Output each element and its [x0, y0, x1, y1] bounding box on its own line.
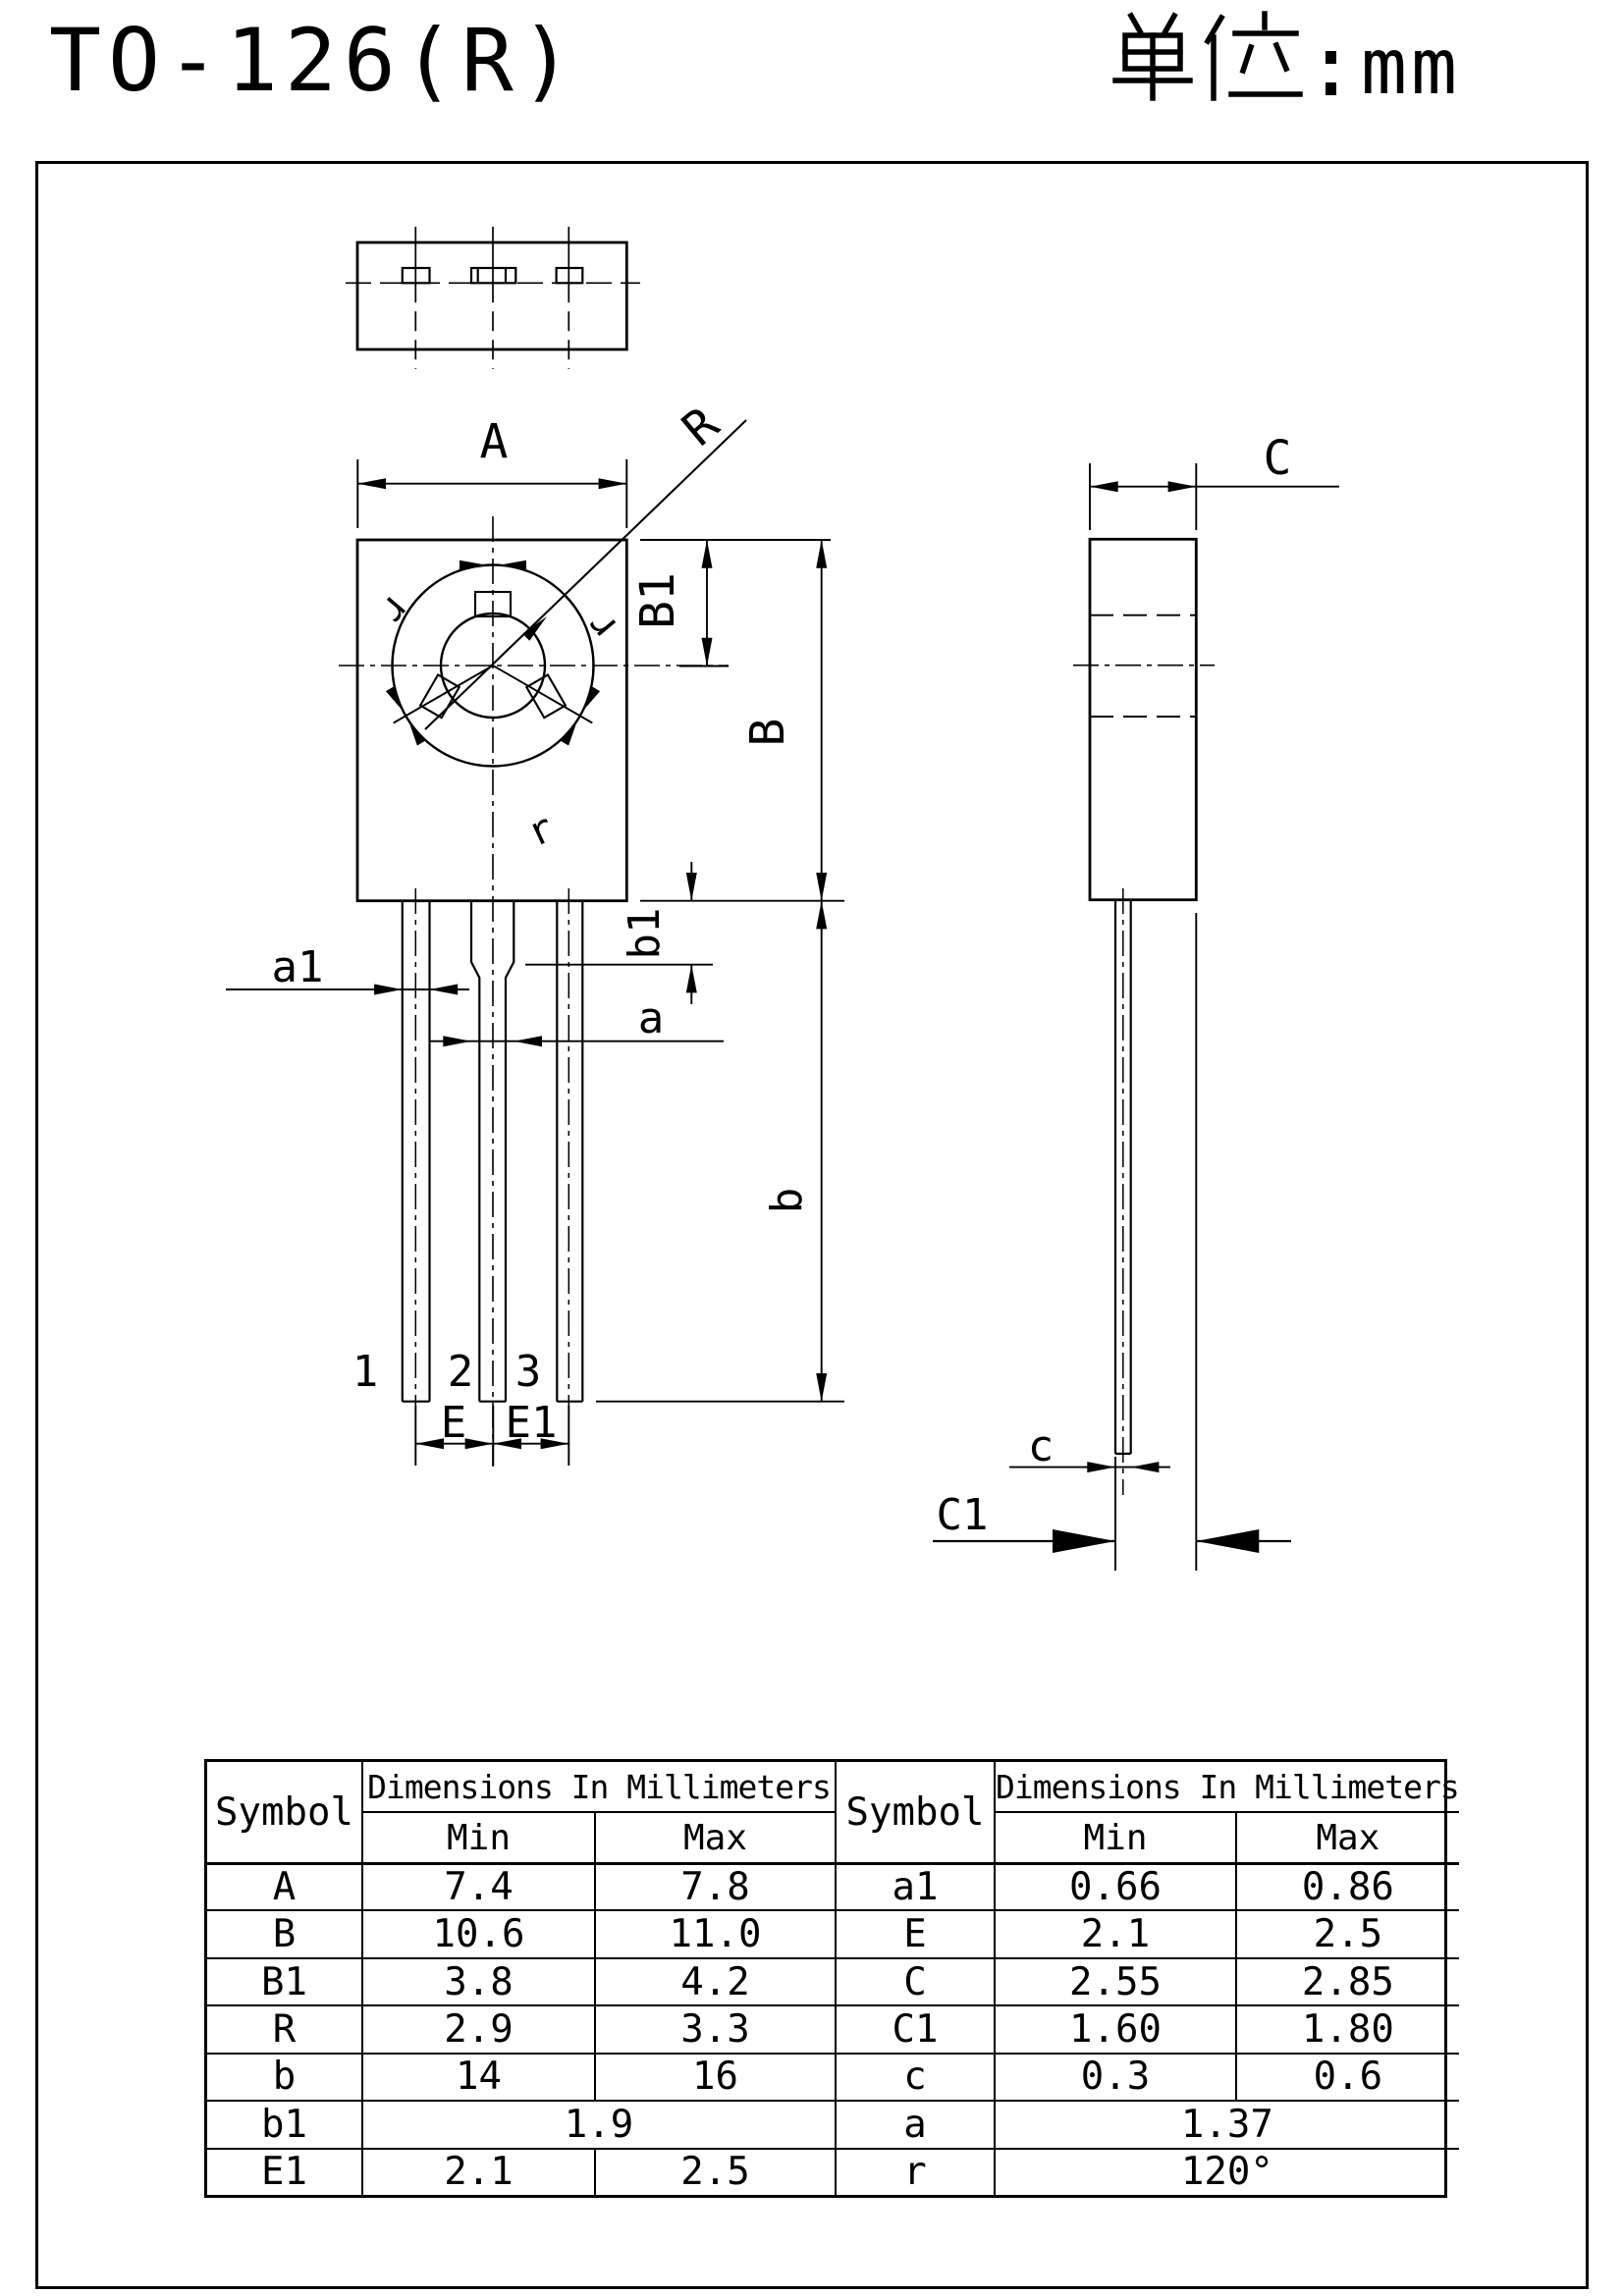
side-view-dimensions [933, 463, 1339, 1571]
table-cell: 11.0 [596, 1909, 837, 1956]
pin3-number: 3 [514, 1347, 542, 1397]
table-cell-merged: 1.37 [996, 2100, 1459, 2147]
table-header-min-left: Min [363, 1813, 596, 1862]
label-C: C [1263, 431, 1292, 486]
table-cell: E1 [207, 2148, 363, 2195]
table-cell: 3.8 [363, 1957, 596, 2004]
pin1-number: 1 [352, 1347, 379, 1397]
table-cell-merged: 120° [996, 2148, 1459, 2195]
table-cell: 16 [596, 2053, 837, 2100]
label-a1: a1 [271, 942, 324, 992]
dimensions-table [204, 1759, 1459, 2198]
table-cell: B [207, 1909, 363, 1956]
page-title: TO-126(R) [49, 10, 579, 111]
dimension-labels [272, 397, 1292, 1540]
table-cell: 2.1 [996, 1909, 1237, 1956]
label-A: A [479, 414, 509, 469]
table-cell: 1.60 [996, 2004, 1237, 2052]
label-b1: b1 [620, 907, 670, 960]
label-c: c [1027, 1421, 1055, 1471]
label-E: E [440, 1398, 467, 1448]
table-cell: B1 [207, 1957, 363, 2004]
table-cell: 2.9 [363, 2004, 596, 2052]
table-header-dims-left: Dimensions In Millimeters [363, 1762, 837, 1813]
label-C1: C1 [936, 1490, 989, 1540]
table-cell: 4.2 [596, 1957, 837, 2004]
side-view [1073, 539, 1215, 1495]
label-B: B [740, 718, 795, 747]
table-cell: 0.6 [1237, 2053, 1459, 2100]
label-B1: B1 [630, 572, 685, 629]
table-cell: a [837, 2100, 996, 2147]
table-cell: R [207, 2004, 363, 2052]
table-cell: 0.86 [1237, 1862, 1459, 1909]
table-cell: b [207, 2053, 363, 2100]
table-cell: a1 [837, 1862, 996, 1909]
label-r-upper-left: r [370, 585, 421, 633]
label-E1: E1 [505, 1398, 558, 1448]
table-cell: 7.4 [363, 1862, 596, 1909]
table-cell-merged: 1.9 [363, 2100, 837, 2147]
table-cell: 2.55 [996, 1957, 1237, 2004]
table-cell: C1 [837, 2004, 996, 2052]
table-header-symbol-right: Symbol [837, 1762, 996, 1862]
table-cell: 2.85 [1237, 1957, 1459, 2004]
table-cell: 7.8 [596, 1862, 837, 1909]
table-cell: 0.3 [996, 2053, 1237, 2100]
label-r-right: r [577, 603, 628, 651]
table-cell: 14 [363, 2053, 596, 2100]
table-header-max-left: Max [596, 1813, 837, 1862]
table-cell: c [837, 2053, 996, 2100]
table-cell: 3.3 [596, 2004, 837, 2052]
pin2-number: 2 [447, 1347, 474, 1397]
table-cell: b1 [207, 2100, 363, 2147]
table-cell: 0.66 [996, 1862, 1237, 1909]
table-cell: C [837, 1957, 996, 2004]
table-cell: E [837, 1909, 996, 1956]
table-cell: 2.5 [1237, 1909, 1459, 1956]
label-a: a [637, 993, 665, 1043]
table-cell: 2.5 [596, 2148, 837, 2195]
table-header-max-right: Max [1316, 1817, 1380, 1858]
table-header-min-right: Min [996, 1813, 1237, 1862]
top-view [346, 227, 640, 369]
label-R: R [672, 397, 730, 457]
side-view-body [1090, 539, 1196, 899]
unit-value: mm [1361, 24, 1461, 112]
table-header-dims-right: Dimensions In Millimeters [996, 1762, 1459, 1813]
table-cell: r [837, 2148, 996, 2195]
table-cell: A [207, 1862, 363, 1909]
label-b: b [762, 1187, 812, 1214]
radius-leader-line [425, 420, 746, 729]
table-cell: 2.1 [363, 2148, 596, 2195]
table-header-symbol-left: Symbol [207, 1762, 363, 1862]
label-r-bottom: r [519, 805, 562, 857]
table-cell: 1.80 [1237, 2004, 1459, 2052]
table-cell: 10.6 [363, 1909, 596, 1956]
